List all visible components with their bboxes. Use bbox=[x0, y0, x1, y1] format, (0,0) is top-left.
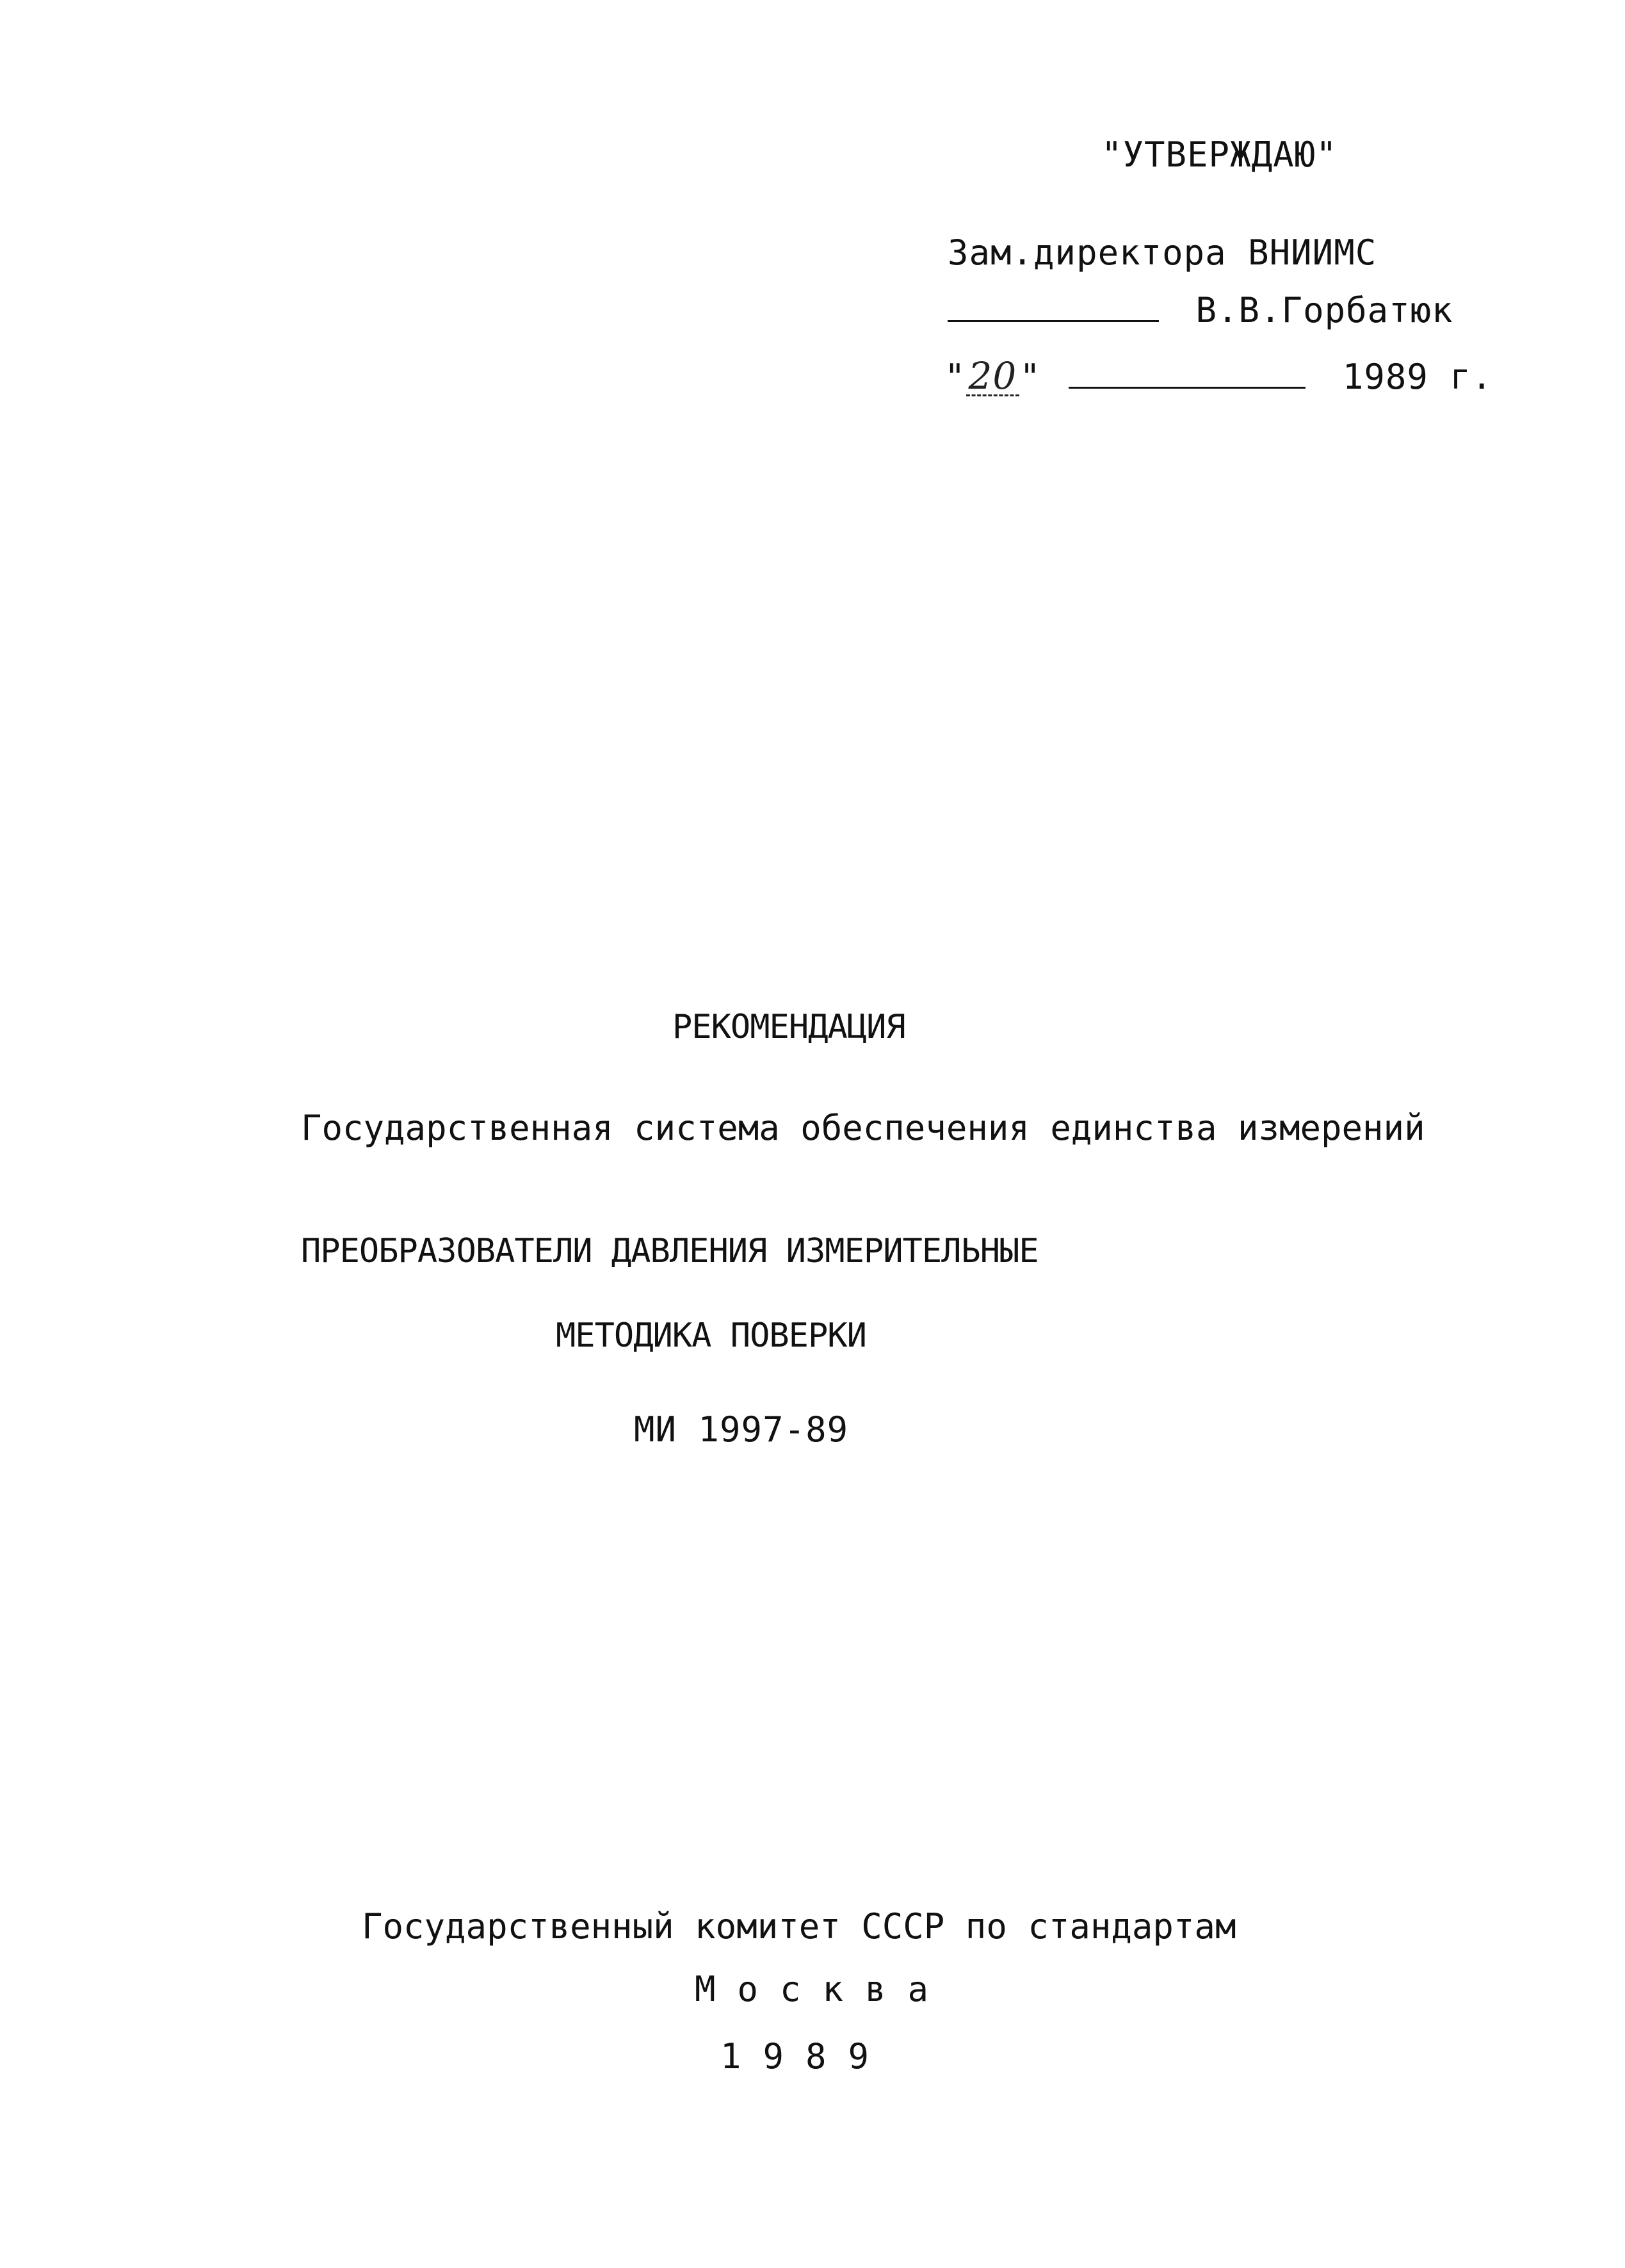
publisher-year: 1989 bbox=[720, 2036, 891, 2077]
approval-date-year: 1989 г. bbox=[1342, 357, 1493, 397]
date-month-blank bbox=[1069, 380, 1306, 389]
publisher-organization: Государственный комитет СССР по стандартам bbox=[362, 1906, 1236, 1947]
approval-position: Зам.директора ВНИИМС bbox=[948, 232, 1377, 273]
document-code: МИ 1997-89 bbox=[634, 1409, 849, 1450]
approval-signature-line bbox=[948, 290, 1453, 330]
document-method: МЕТОДИКА ПОВЕРКИ bbox=[556, 1316, 866, 1355]
approval-heading: "УТВЕРЖДАЮ" bbox=[1101, 134, 1338, 175]
signature-blank bbox=[948, 314, 1159, 322]
date-close-quote: " bbox=[1019, 357, 1041, 397]
date-open-quote: " bbox=[944, 357, 966, 397]
document-type: РЕКОМЕНДАЦИЯ bbox=[672, 1008, 905, 1046]
date-day-handwritten: 20 bbox=[966, 357, 1020, 396]
document-system: Государственная система обеспечения единства измерений bbox=[301, 1108, 1425, 1148]
approval-signatory: В.В.Горбатюк bbox=[1195, 290, 1453, 330]
approval-date-line bbox=[944, 354, 1493, 398]
publisher-city: Москва bbox=[695, 1969, 951, 2009]
document-subject: ПРЕОБРАЗОВАТЕЛИ ДАВЛЕНИЯ ИЗМЕРИТЕЛЬНЫЕ bbox=[301, 1232, 1039, 1270]
